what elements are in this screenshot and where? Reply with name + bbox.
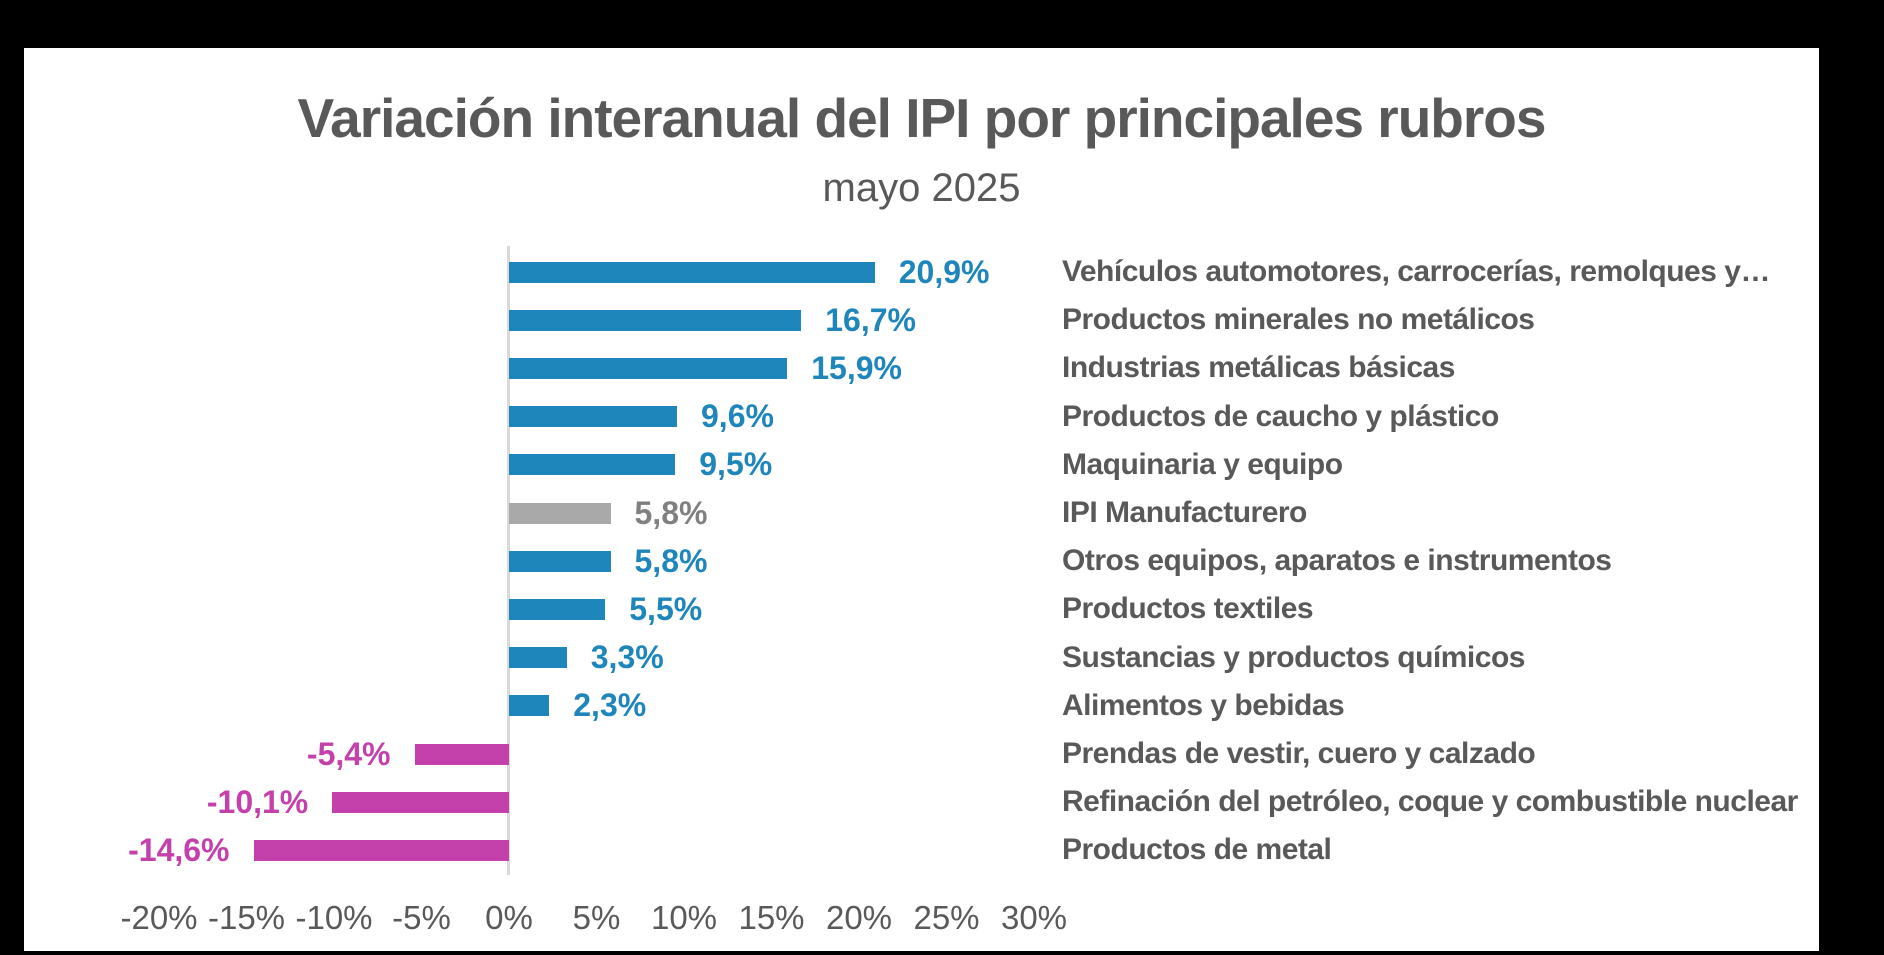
bar bbox=[509, 262, 875, 283]
x-axis-tick-label: -20% bbox=[120, 899, 198, 936]
bar-value-label: 5,8% bbox=[634, 494, 708, 531]
bar-category-label: Otros equipos, aparatos e instrumentos bbox=[1062, 544, 1612, 578]
bar bbox=[509, 599, 605, 620]
bar-value-label: -10,1% bbox=[206, 783, 309, 820]
bar-value-label: 15,9% bbox=[811, 349, 902, 386]
chart-title: Variación interanual del IPI por principales rubros bbox=[297, 87, 1546, 149]
x-axis-tick-label: 30% bbox=[1000, 899, 1068, 936]
x-axis-tick-label: 5% bbox=[572, 899, 621, 936]
bar-category-label: IPI Manufacturero bbox=[1062, 496, 1307, 529]
bar bbox=[254, 840, 510, 861]
bar-chart-plot bbox=[24, 48, 1819, 951]
x-axis-tick-label: 20% bbox=[825, 899, 893, 936]
bar bbox=[509, 647, 567, 668]
bar-value-label: 9,6% bbox=[701, 398, 774, 435]
chart-sheet bbox=[24, 48, 1819, 951]
bar bbox=[509, 358, 787, 379]
x-axis-tick-label: 15% bbox=[738, 899, 805, 936]
bar-value-label: 16,7% bbox=[825, 301, 916, 338]
bar bbox=[509, 695, 549, 716]
bar-value-label: 20,9% bbox=[898, 253, 990, 290]
x-axis-tick-label: 0% bbox=[485, 899, 533, 936]
x-axis-tick-label: -5% bbox=[392, 899, 451, 936]
bar-category-label: Refinación del petróleo, coque y combustible nuclear bbox=[1062, 785, 1798, 819]
bar bbox=[509, 310, 801, 331]
bar-category-label: Productos textiles bbox=[1062, 592, 1314, 626]
bar-value-label: -14,6% bbox=[128, 831, 230, 868]
bar-category-label: Alimentos y bebidas bbox=[1062, 688, 1345, 722]
bar-value-label: 5,8% bbox=[634, 542, 708, 579]
bar-value-label: 3,3% bbox=[590, 639, 664, 676]
bar bbox=[415, 744, 510, 765]
chart-subtitle: mayo 2025 bbox=[822, 166, 1021, 210]
bar-category-label: Industrias metálicas básicas bbox=[1062, 351, 1455, 385]
x-axis-tick-label: -15% bbox=[207, 899, 286, 936]
bar-category-label: Sustancias y productos químicos bbox=[1062, 640, 1525, 674]
bar bbox=[509, 406, 677, 427]
bar-category-label: Vehículos automotores, carrocerías, remolques y… bbox=[1062, 255, 1770, 288]
bar-category-label: Prendas de vestir, cuero y calzado bbox=[1062, 737, 1536, 770]
bar-category-label: Productos de metal bbox=[1062, 833, 1332, 867]
bar-category-label: Productos de caucho y plástico bbox=[1062, 399, 1499, 433]
bar-category-label: Productos minerales no metálicos bbox=[1062, 303, 1535, 337]
bar-value-label: 9,5% bbox=[699, 446, 773, 483]
bar bbox=[509, 454, 675, 475]
bar-category-label: Maquinaria y equipo bbox=[1062, 447, 1343, 481]
bar-value-label: 5,5% bbox=[629, 590, 703, 627]
x-axis-tick-label: -10% bbox=[295, 899, 373, 936]
bar-value-label: 2,3% bbox=[573, 687, 647, 724]
bar-value-label: -5,4% bbox=[306, 735, 391, 772]
bar bbox=[332, 792, 509, 813]
bar bbox=[509, 551, 611, 572]
x-axis-tick-label: 10% bbox=[650, 899, 718, 936]
x-axis-tick-label: 25% bbox=[913, 899, 980, 936]
bar bbox=[509, 503, 611, 524]
